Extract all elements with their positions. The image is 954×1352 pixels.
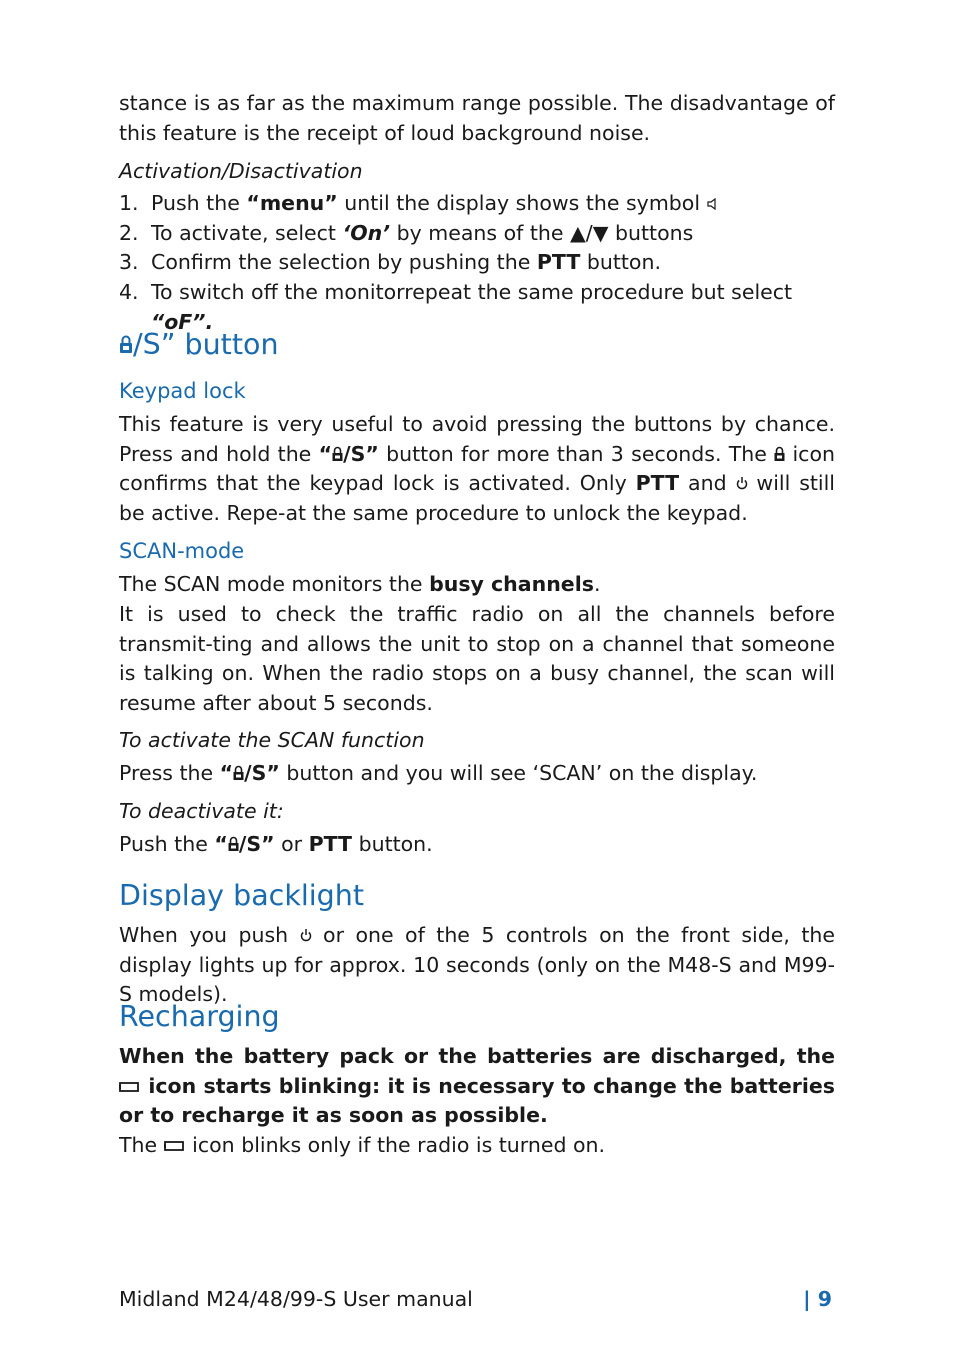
recharging-note: The icon blinks only if the radio is turned on.	[119, 1133, 606, 1157]
manual-title: Midland M24/48/99-S User manual	[119, 1287, 473, 1311]
keypad-lock-heading: Keypad lock	[119, 379, 246, 403]
lock-icon	[119, 334, 133, 354]
page-number: | 9	[803, 1287, 832, 1311]
deactivate-scan-paragraph: Push the “ /S” or PTT button.	[119, 832, 433, 856]
scan-paragraph-2: It is used to check the traffic radio on all the channels before transmit-ting and allows the unit to stop on a channel that someone is talking on. When the radio stops on a busy channel, the scan will resume after about 5 seconds.	[119, 602, 835, 716]
activate-scan-paragraph: Press the “ /S” button and you will see ‘SCAN’ on the display.	[119, 761, 758, 785]
deactivate-scan-heading: To deactivate it:	[119, 799, 284, 823]
keypad-lock-paragraph: This feature is very useful to avoid pressing the buttons by chance. Press and hold the “ /S” button for more than 3 seconds. The icon confirms that the keypad lock is activated. Only PTT and will still be active. Repe-at the same procedure to unlock the keypad.	[119, 412, 835, 526]
page-footer	[119, 1284, 835, 1314]
scan-mode-heading: SCAN-mode	[119, 539, 245, 563]
recharging-title: Recharging	[119, 1000, 280, 1033]
lock-icon	[774, 446, 785, 461]
step-1: 1. Push the “menu” until the display shows the symbol	[119, 189, 835, 219]
step-2: 2. To activate, select ‘On’ by means of the ▲/▼ buttons	[119, 220, 694, 245]
display-backlight-title: Display backlight	[119, 879, 365, 912]
power-icon	[736, 476, 748, 490]
step-3: 3. Confirm the selection by pushing the PTT button.	[119, 250, 661, 275]
scan-paragraph-1: The SCAN mode monitors the busy channels.	[119, 572, 601, 596]
lock-icon	[233, 765, 244, 780]
step-4: 4. To switch off the monitorrepeat the same procedure but select “oF”.	[119, 280, 793, 334]
down-arrow-icon: ▼	[592, 220, 609, 245]
power-icon	[300, 928, 312, 942]
display-backlight-paragraph: When you push or one of the 5 controls on the front side, the display lights up for approx. 10 seconds (only on the M48-S and M99-S models).	[119, 923, 835, 1007]
recharging-warning: When the battery pack or the batteries are discharged, the icon starts blinking: it is necessary to change the batteries or to recharge it as soon as possible.	[119, 1044, 835, 1128]
battery-icon	[119, 1081, 141, 1093]
activation-steps	[119, 189, 835, 338]
lock-icon	[332, 446, 343, 461]
lock-section-title: /S” button	[119, 327, 279, 363]
up-arrow-icon: ▲	[570, 220, 586, 245]
battery-icon	[164, 1140, 186, 1152]
intro-paragraph: stance is as far as the maximum range possible. The disadvantage of this feature is the receipt of loud background noise.	[119, 91, 835, 145]
monitor-speaker-icon	[707, 198, 719, 210]
activation-heading: Activation/Disactivation	[119, 159, 363, 183]
activate-scan-heading: To activate the SCAN function	[119, 728, 425, 752]
lock-icon	[228, 836, 239, 851]
